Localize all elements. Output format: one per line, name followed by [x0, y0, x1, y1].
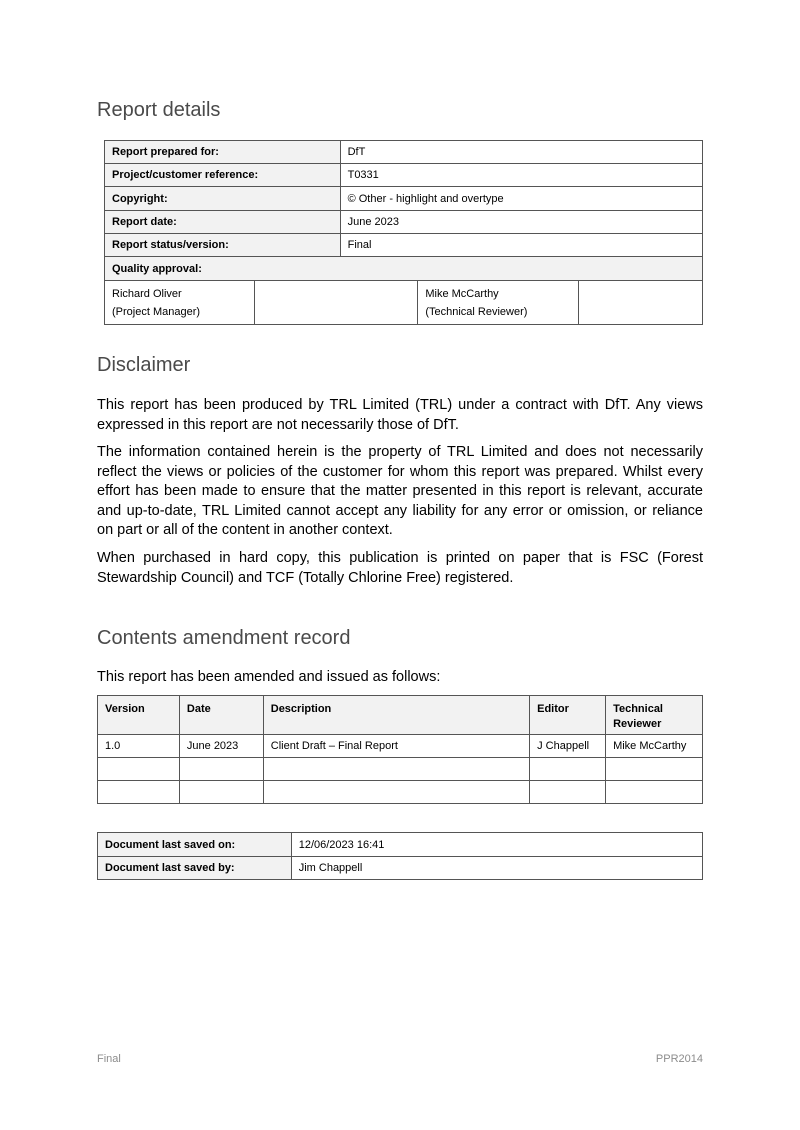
amendment-header-row — [98, 696, 703, 735]
saved-value: Jim Chappell — [291, 857, 702, 880]
saved-label: Document last saved by: — [98, 857, 292, 880]
details-value: Final — [340, 234, 702, 257]
details-value: DfT — [340, 141, 702, 164]
table-cell — [98, 781, 180, 804]
table-cell — [263, 781, 529, 804]
details-value: © Other - highlight and overtype — [340, 187, 702, 211]
disclaimer-heading: Disclaimer — [97, 354, 191, 376]
approver-role: (Project Manager) — [112, 306, 201, 318]
approver-technical-reviewer — [418, 281, 579, 324]
column-header: Editor — [530, 696, 606, 735]
column-header: Description — [263, 696, 529, 735]
details-row — [105, 141, 703, 164]
details-value: T0331 — [340, 164, 702, 187]
approver-name: Richard Oliver — [112, 288, 182, 300]
details-label: Project/customer reference: — [105, 164, 341, 187]
table-cell: J Chappell — [530, 735, 606, 758]
details-row — [105, 234, 703, 257]
amendment-table — [97, 695, 703, 804]
approver-name: Mike McCarthy — [425, 288, 499, 300]
table-cell — [98, 758, 180, 781]
table-cell — [263, 758, 529, 781]
disclaimer-paragraph: The information contained herein is the property of TRL Limited and does not necessarily reflect the views or policies of the customer for whom this report was prepared. Whilst every effort has been made to ensure that the matter presented in this report is relevant, accurate and up-to-date, TRL Limited cannot accept any liability for any error or omission, or reliance on part or all of the content in another context. — [97, 444, 703, 538]
saved-row — [98, 857, 703, 880]
table-cell — [179, 781, 263, 804]
details-label: Report status/version: — [105, 234, 341, 257]
table-cell: Mike McCarthy — [606, 735, 703, 758]
report-details-heading: Report details — [97, 99, 221, 121]
table-cell — [530, 781, 606, 804]
table-cell — [530, 758, 606, 781]
amendment-heading: Contents amendment record — [97, 627, 351, 649]
document-saved-table — [97, 832, 703, 880]
saved-row — [98, 833, 703, 857]
approver-project-manager — [105, 281, 255, 325]
details-label: Copyright: — [105, 187, 341, 211]
disclaimer-paragraph: When purchased in hard copy, this publication is printed on paper that is FSC (Forest Stewardship Council) and TCF (Totally Chlorine Free) registered. — [97, 550, 703, 586]
saved-value: 12/06/2023 16:41 — [291, 833, 702, 857]
table-cell: Client Draft – Final Report — [263, 735, 529, 758]
approvers-row — [105, 281, 703, 325]
disclaimer-paragraph: This report has been produced by TRL Limited (TRL) under a contract with DfT. Any views expressed in this report are not necessarily those of DfT. — [97, 397, 703, 433]
quality-approval-label: Quality approval: — [105, 257, 703, 281]
details-row — [105, 187, 703, 211]
footer-status: Final — [97, 1053, 121, 1065]
details-value: June 2023 — [340, 211, 702, 234]
details-label: Report prepared for: — [105, 141, 341, 164]
signature-cell — [579, 281, 702, 324]
column-header: Date — [179, 696, 263, 735]
saved-label: Document last saved on: — [98, 833, 292, 857]
table-cell — [606, 781, 703, 804]
table-row — [98, 735, 703, 758]
footer-report-code: PPR2014 — [655, 1053, 703, 1065]
quality-approval-row — [105, 257, 703, 281]
table-cell — [606, 758, 703, 781]
column-header: Version — [98, 696, 180, 735]
details-row — [105, 164, 703, 187]
table-cell: 1.0 — [98, 735, 180, 758]
table-cell: June 2023 — [179, 735, 263, 758]
details-label: Report date: — [105, 211, 341, 234]
amendment-intro: This report has been amended and issued as follows: — [97, 669, 441, 685]
details-row — [105, 211, 703, 234]
approver-split-cell — [418, 281, 703, 325]
table-row — [98, 758, 703, 781]
column-header: Technical Reviewer — [606, 696, 703, 735]
table-cell — [179, 758, 263, 781]
signature-cell — [254, 281, 418, 325]
table-row — [98, 781, 703, 804]
report-details-table — [104, 140, 703, 325]
approver-role: (Technical Reviewer) — [425, 306, 528, 318]
